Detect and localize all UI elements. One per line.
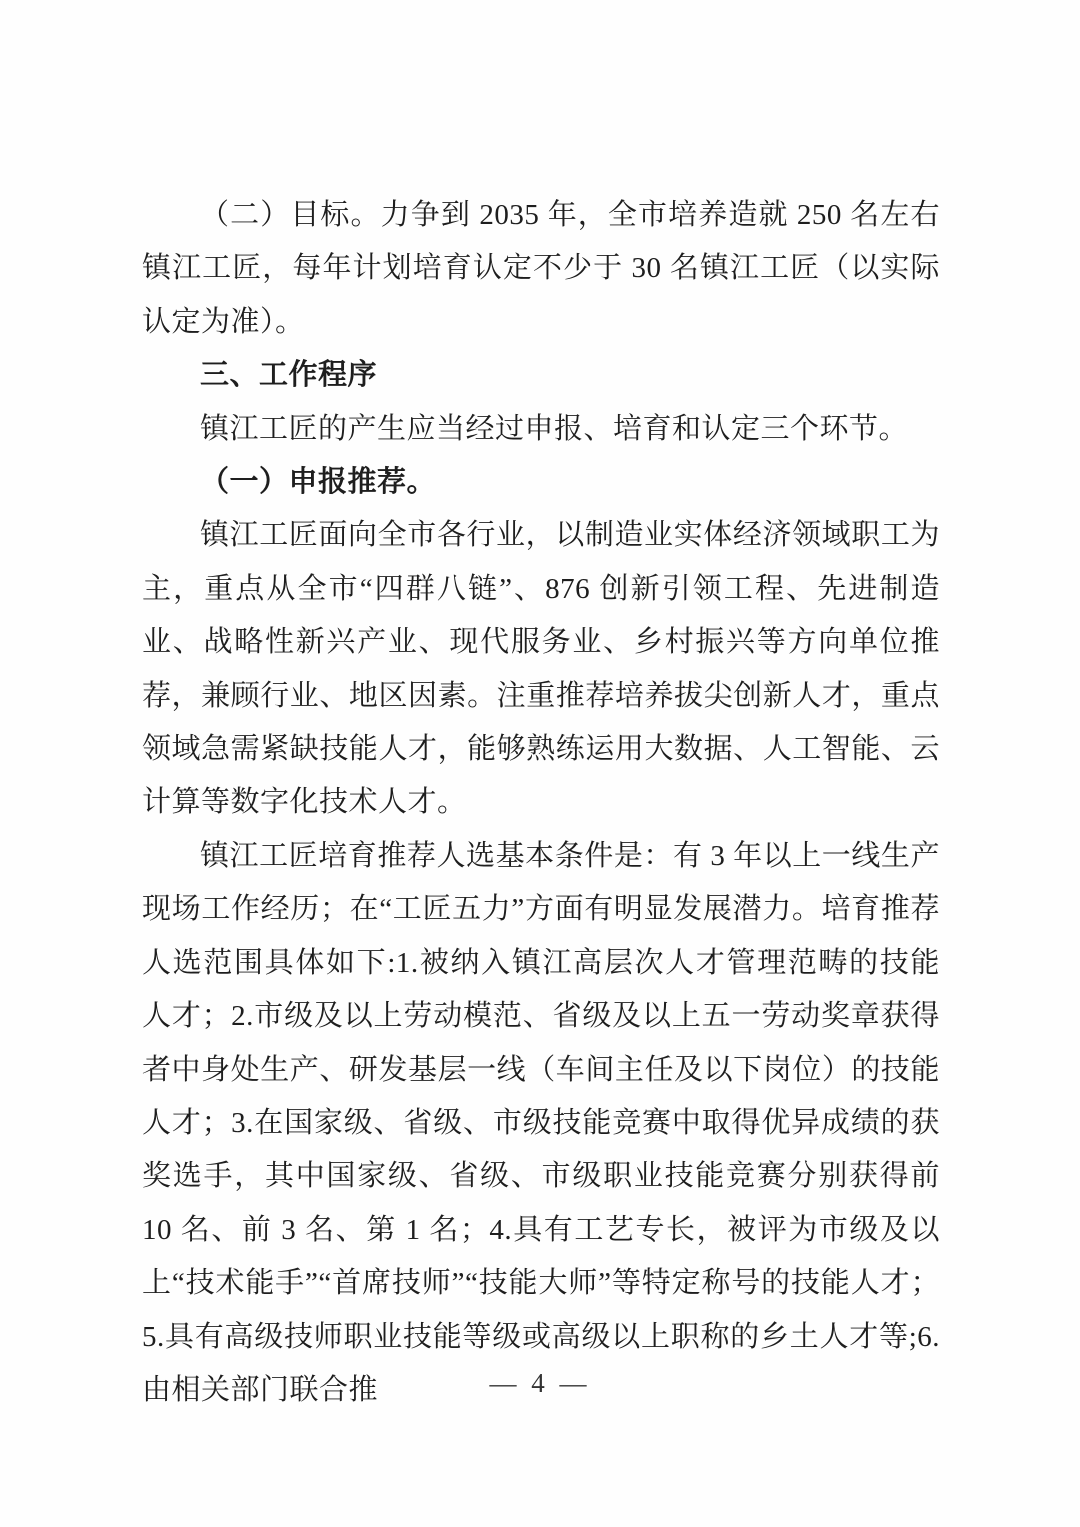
para-industry-scope: 镇江工匠面向全市各行业，以制造业实体经济领域职工为主，重点从全市“四群八链”、876 创新引领工程、先进制造业、战略性新兴产业、现代服务业、乡村振兴等方向单位推荐，兼顾行业、地区因素。注重推荐培养拔尖创新人才，重点领域急需紧缺技能人才，能够熟练运用大数据、人工智能、云计算等数字化技术人才。 [142,519,940,819]
subheading-application-recommendation: （一）申报推荐。 [200,466,437,499]
para-candidate-criteria: 镇江工匠培育推荐人选基本条件是：有 3 年以上一线生产现场工作经历；在“工匠五力”方面有明显发展潜力。培育推荐人选范围具体如下:1.被纳入镇江高层次人才管理范畴的技能人才；2.市级及以上劳动模范、省级及以上五一劳动奖章获得者中身处生产、研发基层一线（车间主任及以下岗位）的技能人才；3.在国家级、省级、市级技能竞赛中取得优异成绩的获奖选手，其中国家级、省级、市级职业技能竞赛分别获得前 10 名、前 3 名、第 1 名；4.具有工艺专长，被评为市级及以上“技术能手”“首席技师”“技能大师”等特定称号的技能人才；5.具有高级技师职业技能等级或高级以上职称的乡土人才等;6.由相关部门联合推 [142,839,940,1406]
para-goal: （二）目标。力争到 2035 年，全市培养造就 250 名左右镇江工匠，每年计划培育认定不少于 30 名镇江工匠（以实际认定为准）。 [142,199,940,338]
page-number: — 4 — [489,1368,591,1398]
heading-work-procedure: 三、工作程序 [200,359,378,392]
document-body [142,189,940,1417]
para-three-stages: 镇江工匠的产生应当经过申报、培育和认定三个环节。 [200,412,909,445]
